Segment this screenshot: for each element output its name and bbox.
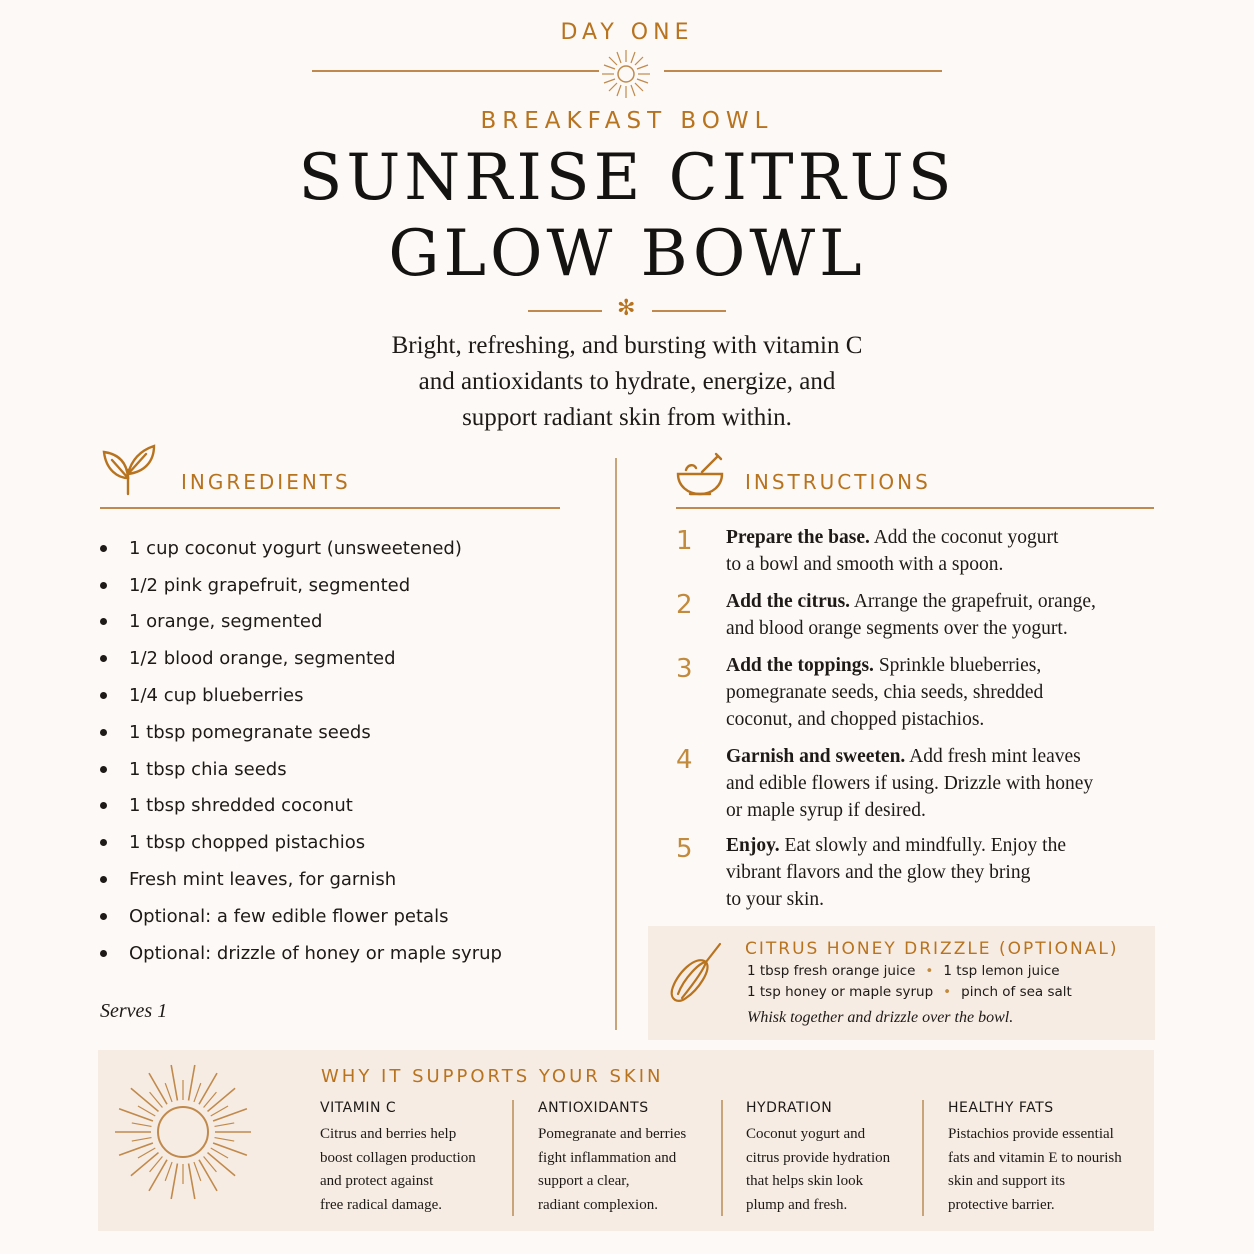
bullet-icon [100,766,107,773]
drizzle-title: CITRUS HONEY DRIZZLE (OPTIONAL) [745,939,1119,959]
ingredient-item [100,898,570,935]
drizzle-item: 1 tsp lemon juice [943,963,1060,979]
bullet-icon [100,582,107,589]
sun-ray [194,1162,201,1181]
asterisk-ornament-icon: ✻ [617,296,636,321]
bullet-dot-icon: • [925,963,934,979]
benefit-divider [721,1100,723,1216]
instructions-heading: INSTRUCTIONS [745,470,931,494]
step-title: Prepare the base. [726,527,870,548]
ingredient-item [100,604,570,641]
benefit-line: Pomegranate and berries [538,1126,687,1142]
sun-ray [132,1123,152,1126]
sun-ray [131,1153,159,1176]
sun-ray [215,1138,235,1141]
benefits-heading: WHY IT SUPPORTS YOUR SKIN [321,1066,664,1087]
step-line: or maple syrup if desired. [726,800,926,821]
bullet-icon [100,729,107,736]
benefit-line: free radical damage. [320,1196,442,1213]
sun-ray [165,1083,172,1102]
sun-ray [149,1073,167,1104]
ingredient-text: 1 tbsp chopped pistachios [129,832,366,854]
step-line: Arrange the grapefruit, orange, [850,591,1096,612]
benefit-line: Pistachios provide essential [948,1126,1114,1142]
bullet-icon [100,802,107,809]
sun-ray [165,1162,172,1181]
title-line-2: GLOW BOWL [388,217,866,291]
sun-ray [131,1088,159,1111]
step-text [726,832,1156,913]
whisk-icon [666,940,724,1006]
benefit-line: that helps skin look [746,1173,864,1189]
bullet-icon [100,692,107,699]
drizzle-row-2 [747,984,1072,1000]
instruction-step [676,832,1166,913]
step-line: to your skin. [726,889,825,910]
ingredient-text: 1/4 cup blueberries [129,685,304,707]
benefit-line: plump and fresh. [746,1196,848,1213]
column-divider [615,458,617,1030]
benefit-line: citrus provide hydration [746,1149,891,1166]
drizzle-note: Whisk together and drizzle over the bowl. [747,1009,1014,1026]
ingredient-text: 1 tbsp pomegranate seeds [129,721,371,743]
step-line: and edible flowers if using. Drizzle with honey [726,773,1094,794]
ingredient-item [100,788,570,825]
sun-ornament-icon [600,48,652,100]
sun-ray [189,1065,195,1100]
sun-ray [132,1138,152,1141]
step-text [726,588,1156,642]
ingredients-heading: INGREDIENTS [181,470,351,494]
sun-ray [199,1073,217,1104]
instructions-rule [676,507,1154,509]
ingredient-text: Fresh mint leaves, for garnish [129,869,397,891]
ingredient-text: 1 cup coconut yogurt (unsweetened) [129,537,462,559]
step-text [726,524,1156,578]
step-line: coconut, and chopped pistachios. [726,709,985,730]
ingredient-text: 1/2 pink grapefruit, segmented [129,574,411,596]
title-line-1: SUNRISE CITRUS [298,141,956,215]
benefit-line: fats and vitamin E to nourish [948,1149,1122,1166]
sun-ray [213,1143,247,1155]
benefit-vitamin-c [320,1100,500,1217]
sun-ray [208,1153,236,1176]
step-title: Enjoy. [726,835,780,856]
benefit-line: Coconut yogurt and [746,1126,866,1142]
benefit-line: radiant complexion. [538,1196,658,1213]
step-number: 2 [676,590,693,620]
benefit-heading: HEALTHY FATS [948,1100,1054,1116]
step-line: and blood orange segments over the yogurt. [726,618,1068,639]
benefit-antioxidants [538,1100,713,1217]
step-line: Sprinkle blueberries, [873,655,1042,676]
intro-line-3: support radiant skin from within. [462,404,792,431]
bullet-icon [100,655,107,662]
benefit-heading: ANTIOXIDANTS [538,1100,649,1116]
drizzle-row-1 [747,963,1060,979]
mixing-bowl-icon [676,452,724,498]
ingredient-item [100,751,570,788]
ingredient-item [100,714,570,751]
step-number: 1 [676,526,693,556]
bullet-icon [100,618,107,625]
instruction-step [676,588,1166,642]
sun-ray [213,1109,247,1121]
step-title: Add the citrus. [726,591,851,612]
sun-ray [119,1109,153,1121]
recipe-title [0,140,1254,292]
step-line: to a bowl and smooth with a spoon. [726,554,1004,575]
sun-ray [199,1160,217,1191]
ingredient-text: Optional: drizzle of honey or maple syrup [129,942,502,964]
sun-burst-icon [113,1062,253,1202]
drizzle-item: pinch of sea salt [961,984,1072,1000]
instruction-step [676,743,1166,824]
benefit-divider [922,1100,924,1216]
sun-ray [194,1083,201,1102]
benefit-healthy-fats [948,1100,1148,1217]
benefit-hydration [746,1100,916,1217]
benefit-line: support a clear, [538,1173,630,1189]
benefit-line: skin and support its [948,1173,1066,1189]
benefit-line: boost collagen production [320,1149,476,1166]
header-rule-right [664,70,942,72]
ingredient-item [100,824,570,861]
ingredient-item [100,530,570,567]
ingredient-text: 1/2 blood orange, segmented [129,648,396,670]
benefit-line: and protect against [320,1173,434,1189]
day-label: DAY ONE [560,20,694,45]
bullet-icon [100,839,107,846]
benefit-line: Citrus and berries help [320,1126,457,1142]
bullet-dot-icon: • [943,984,952,1000]
sun-ray [208,1088,236,1111]
ingredient-item [100,640,570,677]
ingredients-rule [100,507,560,509]
ingredient-item [100,567,570,604]
leaf-sprout-icon [100,440,156,496]
ingredients-list [100,530,570,972]
sun-ray [215,1123,235,1126]
sun-ray [171,1065,177,1100]
category-label: BREAKFAST BOWL [480,108,774,134]
step-text [726,743,1156,824]
ingredient-item [100,935,570,972]
intro-line-1: Bright, refreshing, and bursting with vitamin C [391,332,863,359]
drizzle-item: 1 tbsp fresh orange juice [747,963,916,979]
step-title: Add the toppings. [726,655,874,676]
step-line: Eat slowly and mindfully. Enjoy the [779,835,1066,856]
drizzle-item: 1 tsp honey or maple syrup [747,984,934,1000]
intro-text [0,328,1254,436]
bullet-icon [100,950,107,957]
bullet-icon [100,545,107,552]
benefit-divider [512,1100,514,1216]
step-title: Garnish and sweeten. [726,746,906,767]
ingredient-text: Optional: a few edible flower petals [129,905,449,927]
step-text [726,652,1156,733]
ingredient-item [100,861,570,898]
bullet-icon [100,913,107,920]
title-rule-left [528,310,602,312]
ingredient-text: 1 tbsp shredded coconut [129,795,353,817]
ingredient-text: 1 orange, segmented [129,611,323,633]
bullet-icon [100,876,107,883]
step-line: Add fresh mint leaves [905,746,1081,767]
step-line: Add the coconut yogurt [869,527,1059,548]
step-number: 5 [676,834,693,864]
intro-line-2: and antioxidants to hydrate, energize, and [418,368,836,395]
ingredient-item [100,677,570,714]
step-line: pomegranate seeds, chia seeds, shredded [726,682,1044,703]
title-rule-right [652,310,726,312]
benefit-line: fight inflammation and [538,1149,677,1166]
instruction-step [676,652,1166,733]
sun-ray [171,1164,177,1199]
ingredient-text: 1 tbsp chia seeds [129,758,287,780]
step-line: vibrant flavors and the glow they bring [726,862,1031,883]
sun-ray [119,1143,153,1155]
benefit-heading: HYDRATION [746,1100,833,1116]
benefit-line: protective barrier. [948,1196,1055,1213]
sun-ray [149,1160,167,1191]
benefit-heading: VITAMIN C [320,1100,397,1116]
step-number: 4 [676,745,693,775]
step-number: 3 [676,654,693,684]
serves-label: Serves 1 [100,1000,168,1022]
header-rule-left [312,70,599,72]
instruction-step [676,524,1166,578]
sun-ray [189,1164,195,1199]
